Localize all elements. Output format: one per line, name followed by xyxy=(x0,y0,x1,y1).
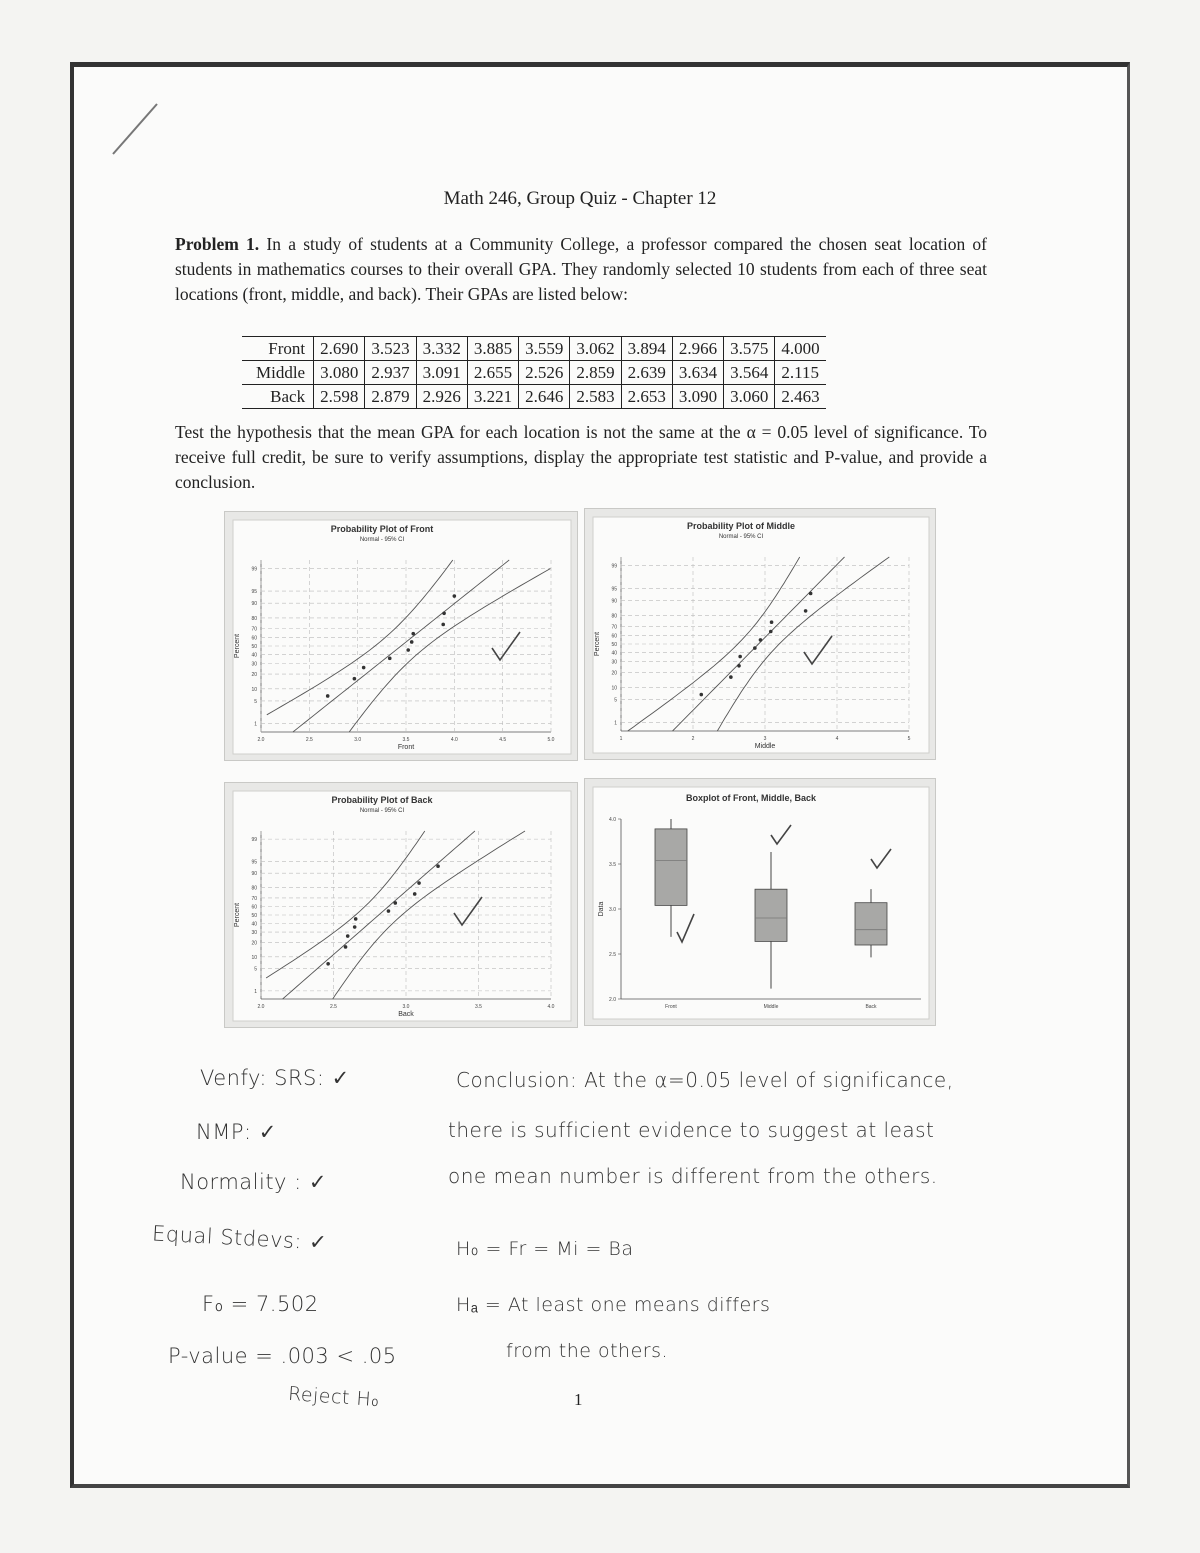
probability-plot-front-panel xyxy=(224,511,578,761)
y-tick-label: 50 xyxy=(611,642,617,648)
data-point xyxy=(326,694,330,698)
y-axis-label: Percent xyxy=(234,902,241,928)
y-tick-label: 90 xyxy=(611,598,617,605)
reject-note: Reject H₀ xyxy=(287,1382,381,1412)
data-point xyxy=(759,638,763,642)
data-point xyxy=(387,909,391,913)
data-point xyxy=(362,666,366,670)
chart-title: Boxplot of Front, Middle, Back xyxy=(686,793,816,803)
equal-stdevs-note: Equal Stdevs: ✓ xyxy=(151,1221,328,1255)
data-point xyxy=(699,693,703,697)
table-cell: 3.332 xyxy=(416,337,467,361)
conclusion-line-3: one mean number is different from the others. xyxy=(448,1164,938,1188)
table-cell: 3.062 xyxy=(570,337,621,361)
table-row-front xyxy=(242,337,826,361)
y-tick-label: 10 xyxy=(251,686,257,693)
data-point xyxy=(737,664,741,668)
gpa-table xyxy=(242,336,826,409)
y-tick-label: 70 xyxy=(251,626,257,633)
table-cell: 3.564 xyxy=(724,361,775,385)
data-point xyxy=(353,925,357,929)
chart-subtitle: Normal - 95% CI xyxy=(718,534,764,540)
table-cell: 3.221 xyxy=(467,385,518,409)
data-point xyxy=(353,677,357,681)
chart-title: Probability Plot of Back xyxy=(331,795,433,805)
y-tick-label: 30 xyxy=(251,661,257,668)
data-point xyxy=(354,917,358,921)
normality-note: Normality : ✓ xyxy=(180,1170,327,1194)
checkmark-icon xyxy=(488,628,524,664)
probability-plot-front xyxy=(225,512,579,762)
y-tick-label: 60 xyxy=(251,904,257,911)
x-tick-label: 4.0 xyxy=(450,737,458,743)
y-tick-label: 4.0 xyxy=(609,817,616,823)
table-cell: 2.966 xyxy=(672,337,723,361)
x-tick-label: 3.5 xyxy=(402,737,410,743)
y-tick-label: 40 xyxy=(251,921,257,928)
checkmark-icon xyxy=(868,846,894,872)
plot-background xyxy=(233,791,571,1021)
y-tick-label: 5 xyxy=(614,697,617,704)
y-tick-label: 95 xyxy=(251,589,257,596)
box xyxy=(655,829,687,906)
x-tick-label: 4 xyxy=(835,736,839,742)
data-point xyxy=(346,934,350,938)
p-value-note: P-value = .003 < .05 xyxy=(168,1344,397,1368)
y-tick-label: 40 xyxy=(611,650,617,657)
checkmark-icon xyxy=(800,632,836,670)
x-tick-label: 5 xyxy=(907,736,911,742)
y-tick-label: 70 xyxy=(611,624,617,631)
x-tick-label: 5.0 xyxy=(547,737,555,743)
y-tick-label: 3.5 xyxy=(609,862,616,868)
y-axis-label: Data xyxy=(598,901,605,917)
x-axis-label: Middle xyxy=(754,743,776,750)
table-cell: 3.894 xyxy=(621,337,672,361)
box xyxy=(755,889,787,941)
y-tick-label: 60 xyxy=(611,633,617,640)
checkmark-icon xyxy=(768,822,794,848)
checkmark-icon xyxy=(674,912,698,946)
table-cell: 2.937 xyxy=(365,361,416,385)
instructions-text: Test the hypothesis that the mean GPA for each location is not the same at the α = 0.05 level of significance. To receive full credit, be sure to verify assumptions, display the appropriate test statistic and P-value, and provide a conclusion. xyxy=(175,422,987,492)
table-cell: 2.583 xyxy=(570,385,621,409)
probability-plot-back xyxy=(225,783,579,1029)
table-row-back xyxy=(242,385,826,409)
y-tick-label: 20 xyxy=(611,670,617,677)
plot-background xyxy=(593,517,929,753)
checkmark-icon xyxy=(450,893,486,931)
verify-srs-note: Venfy: SRS: ✓ xyxy=(200,1066,350,1090)
table-cell: 2.115 xyxy=(775,361,826,385)
pen-mark xyxy=(105,100,165,160)
y-tick-label: 10 xyxy=(251,954,257,961)
table-cell: 2.463 xyxy=(775,385,826,409)
null-hypothesis-note: H₀ = Fr = Mi = Ba xyxy=(456,1238,634,1260)
table-cell: 3.575 xyxy=(724,337,775,361)
table-cell: 2.690 xyxy=(314,337,365,361)
table-cell: 3.091 xyxy=(416,361,467,385)
x-tick-label: 4.5 xyxy=(499,737,507,743)
data-point xyxy=(406,648,410,652)
y-tick-label: 99 xyxy=(611,563,617,570)
data-point xyxy=(453,594,457,598)
x-axis-label: Back xyxy=(398,1011,414,1018)
table-cell: 2.859 xyxy=(570,361,621,385)
y-tick-label: 30 xyxy=(251,930,257,937)
data-point xyxy=(769,630,773,634)
x-tick-label: 3 xyxy=(763,736,767,742)
y-tick-label: 3.0 xyxy=(609,907,616,913)
x-tick-label: Back xyxy=(865,1004,877,1010)
data-point xyxy=(753,646,757,650)
data-point xyxy=(326,962,330,966)
f-statistic-note: F₀ = 7.502 xyxy=(202,1292,319,1316)
chart-title: Probability Plot of Front xyxy=(330,524,434,534)
problem-statement xyxy=(175,232,987,307)
table-cell: 2.639 xyxy=(621,361,672,385)
y-tick-label: 1 xyxy=(254,721,257,728)
y-axis-label: Percent xyxy=(234,633,241,659)
y-tick-label: 80 xyxy=(611,613,617,620)
table-cell: 3.634 xyxy=(672,361,723,385)
y-tick-label: 80 xyxy=(251,885,257,892)
data-point xyxy=(344,945,348,949)
table-cell: 3.523 xyxy=(365,337,416,361)
chart-title: Probability Plot of Middle xyxy=(687,521,795,531)
table-cell: 3.559 xyxy=(519,337,570,361)
x-tick-label: 4.0 xyxy=(547,1004,555,1010)
y-tick-label: 99 xyxy=(251,837,257,844)
data-point xyxy=(729,675,733,679)
x-tick-label: 2.5 xyxy=(330,1004,337,1010)
page-title: Math 246, Group Quiz - Chapter 12 xyxy=(443,188,717,209)
table-cell: 3.090 xyxy=(672,385,723,409)
table-cell: 4.000 xyxy=(775,337,826,361)
boxplot-front-middle-back xyxy=(585,779,937,1027)
y-tick-label: 1 xyxy=(614,720,617,727)
x-tick-label: 3.0 xyxy=(402,1004,410,1010)
probability-plot-middle-panel xyxy=(584,508,936,760)
y-tick-label: 90 xyxy=(251,601,257,608)
nmp-note: NMP: ✓ xyxy=(196,1120,277,1144)
alternative-hypothesis-cont: from the others. xyxy=(506,1340,669,1362)
table-cell: 3.885 xyxy=(467,337,518,361)
x-tick-label: 3.5 xyxy=(475,1004,482,1010)
table-cell: 2.646 xyxy=(519,385,570,409)
x-tick-label: 2.5 xyxy=(305,737,313,743)
table-cell: 2.926 xyxy=(416,385,467,409)
data-point xyxy=(411,632,415,636)
y-tick-label: 2.0 xyxy=(609,997,616,1003)
conclusion-line-1: Conclusion: At the α=0.05 level of significance, xyxy=(456,1068,954,1092)
x-tick-label: 2.0 xyxy=(257,737,265,743)
table-cell: 3.060 xyxy=(724,385,775,409)
conclusion-line-2: there is sufficient evidence to suggest at least xyxy=(448,1118,935,1142)
data-point xyxy=(442,611,446,615)
data-point xyxy=(804,609,808,613)
data-point xyxy=(436,864,440,868)
box xyxy=(855,903,887,945)
row-label: Middle xyxy=(256,362,306,382)
table-row-middle xyxy=(242,361,826,385)
x-tick-label: 3.0 xyxy=(354,737,362,743)
y-tick-label: 1 xyxy=(254,988,257,995)
y-tick-label: 50 xyxy=(251,913,257,919)
y-tick-label: 20 xyxy=(251,940,257,947)
table-cell: 2.598 xyxy=(314,385,365,409)
data-point xyxy=(388,657,392,661)
x-tick-label: Middle xyxy=(763,1004,779,1010)
table-cell: 2.879 xyxy=(365,385,416,409)
page-number: 1 xyxy=(574,1390,583,1409)
x-tick-label: 2.0 xyxy=(257,1004,265,1010)
table-cell: 2.526 xyxy=(519,361,570,385)
y-tick-label: 95 xyxy=(251,859,257,866)
y-tick-label: 10 xyxy=(611,685,617,692)
y-tick-label: 95 xyxy=(611,586,617,593)
table-cell: 3.080 xyxy=(314,361,365,385)
x-axis-label: Front xyxy=(397,744,415,751)
y-axis-label: Percent xyxy=(594,631,601,657)
y-tick-label: 2.5 xyxy=(609,952,616,958)
y-tick-label: 50 xyxy=(251,644,257,650)
y-tick-label: 90 xyxy=(251,871,257,878)
table-cell: 2.655 xyxy=(467,361,518,385)
table-cell: 2.653 xyxy=(621,385,672,409)
data-point xyxy=(441,623,445,627)
y-tick-label: 70 xyxy=(251,895,257,902)
data-point xyxy=(417,881,421,885)
y-tick-label: 40 xyxy=(251,652,257,659)
chart-subtitle: Normal - 95% CI xyxy=(359,808,405,814)
y-tick-label: 99 xyxy=(251,566,257,573)
chart-subtitle: Normal - 95% CI xyxy=(359,537,405,543)
x-tick-label: 1 xyxy=(619,736,623,742)
problem-label: Problem 1. xyxy=(175,234,260,254)
data-point xyxy=(413,892,417,896)
x-tick-label: Front xyxy=(665,1004,677,1010)
y-tick-label: 20 xyxy=(251,672,257,679)
probability-plot-middle xyxy=(585,509,937,761)
y-tick-label: 80 xyxy=(251,615,257,622)
data-point xyxy=(770,620,774,624)
boxplot-panel xyxy=(584,778,936,1026)
probability-plot-back-panel xyxy=(224,782,578,1028)
data-point xyxy=(809,592,813,596)
data-point xyxy=(393,901,397,905)
alternative-hypothesis-note: Hₐ = At least one means differs xyxy=(456,1294,771,1316)
y-tick-label: 60 xyxy=(251,635,257,642)
y-tick-label: 30 xyxy=(611,659,617,666)
problem-text: In a study of students at a Community College, a professor compared the chosen seat location of students in mathematics courses to their overall GPA. They randomly selected 10 students from each of three seat locations (front, middle, and back). Their GPAs are listed below: xyxy=(175,234,988,304)
row-label: Front xyxy=(268,338,306,358)
y-tick-label: 5 xyxy=(254,698,257,705)
y-tick-label: 5 xyxy=(254,966,257,973)
data-point xyxy=(738,655,742,659)
row-label: Back xyxy=(270,386,306,406)
data-point xyxy=(410,640,414,644)
x-tick-label: 2 xyxy=(691,736,695,742)
